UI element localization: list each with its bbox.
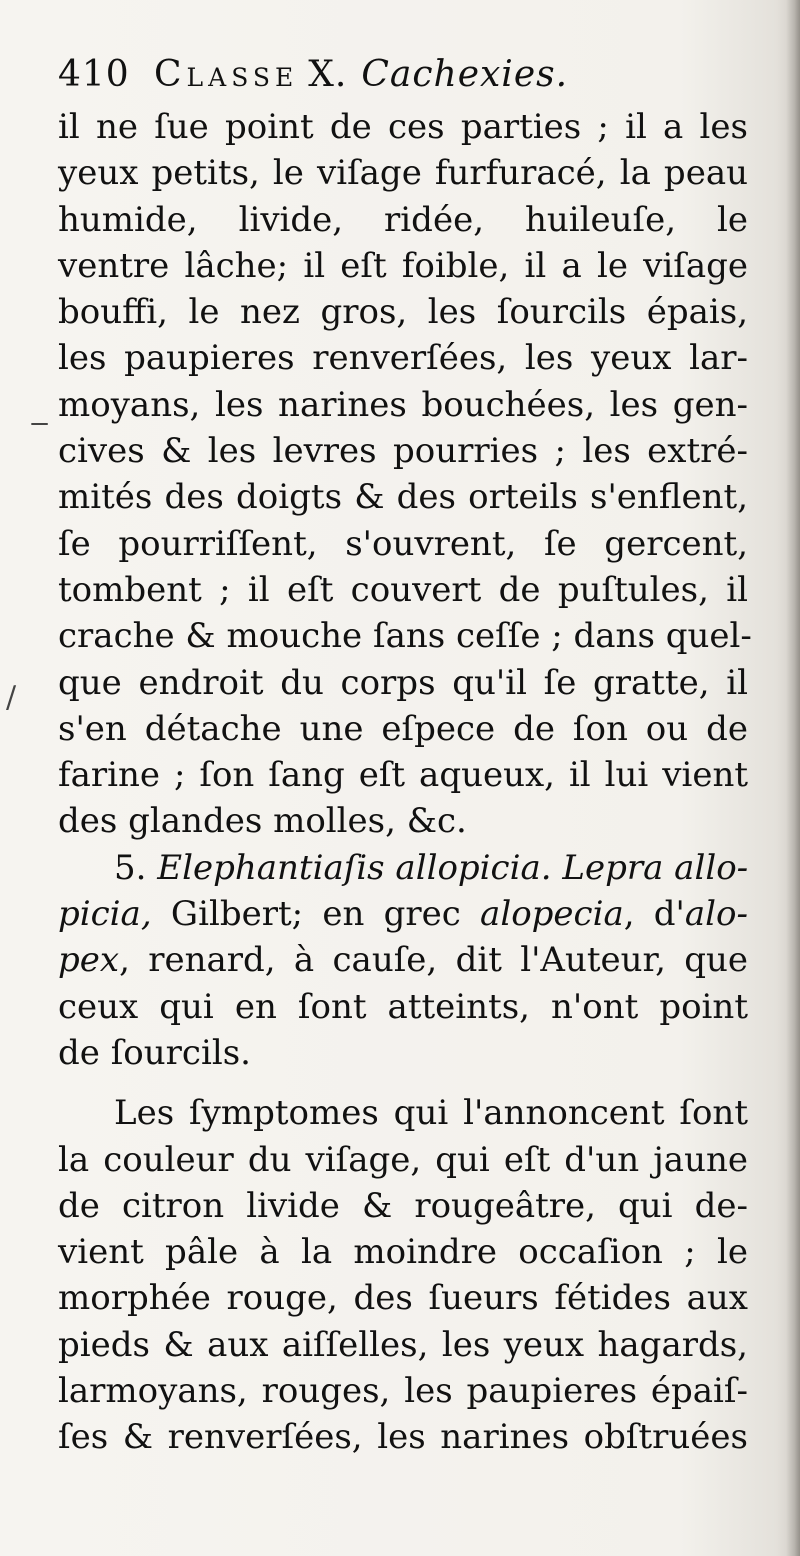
italic-term: picia, — [58, 894, 152, 935]
running-header — [58, 46, 748, 104]
text-line: mités des doigts & des orteils s'enflent, — [58, 477, 748, 518]
text-line: bouffi, le nez gros, les ſourcils épais, — [58, 292, 748, 333]
text-line: de ſourcils. — [58, 1032, 251, 1073]
italic-term: alo- — [684, 894, 749, 935]
margin-slash-mark: / — [6, 680, 17, 715]
entry-number: 5. — [114, 847, 147, 888]
text-line: que endroit du corps qu'il ſe gratte, il — [58, 662, 748, 703]
paragraph-gap — [58, 1076, 748, 1090]
text-line: crache & mouche ſans ceſſe ; dans quel- — [58, 616, 752, 657]
text-line: ventre lâche; il eſt foible, il a le viſage — [58, 245, 748, 286]
text-line: cives & les levres pourries ; les extré- — [58, 431, 748, 472]
text-line: pieds & aux aiſſelles, les yeux hagards, — [58, 1324, 748, 1365]
text-line: il ne ſue point de ces parties ; il a les — [58, 107, 748, 147]
text-line: ſes & renverſées, les narines obſtruées — [58, 1417, 748, 1458]
text-line: de citron livide & rougeâtre, qui de- — [58, 1185, 748, 1226]
disease-synonym: Lepra allo- — [562, 847, 749, 888]
text-line: tombent ; il eſt couvert de puſtules, il — [58, 569, 748, 610]
text-block — [58, 46, 752, 1461]
section-title: Cachexies. — [361, 54, 569, 95]
text-line — [58, 845, 748, 891]
text-line: yeux petits, le viſage furfuracé, la peau — [58, 153, 748, 194]
text-run: Gilbert; en grec — [170, 894, 461, 935]
text-line: ſe pourriſſent, s'ouvrent, ſe gercent, — [58, 523, 748, 564]
page-gutter-shadow — [786, 0, 800, 1556]
text-line: s'en détache une eſpece de ſon ou de — [58, 708, 748, 749]
paragraph-2 — [58, 845, 748, 1076]
class-number: X. — [308, 54, 348, 95]
text-line: moyans, les narines bouchées, les gen- — [58, 384, 748, 425]
italic-term: pex — [58, 940, 120, 981]
text-line — [58, 937, 748, 983]
text-line: farine ; ſon ſang eſt aqueux, il lui vient — [58, 755, 748, 796]
paragraph-1 — [58, 104, 752, 845]
disease-name: Elephantiaſis allopicia. — [157, 847, 552, 888]
page-number: 410 — [58, 54, 130, 95]
class-label: Classe — [154, 54, 299, 95]
text-line: vient pâle à la moindre occaſion ; le — [58, 1232, 748, 1273]
text-line: la couleur du viſage, qui eſt d'un jaune — [58, 1139, 748, 1180]
text-line — [58, 891, 748, 937]
text-line: humide, livide, ridée, huileuſe, le — [58, 199, 748, 240]
text-line: des glandes molles, &c. — [58, 801, 467, 842]
text-run: , renard, à cauſe, dit l'Auteur, que — [119, 940, 748, 981]
text-line: Les ſymptomes qui l'annoncent ſont — [114, 1093, 748, 1134]
text-line: larmoyans, rouges, les paupieres épaiſ- — [58, 1371, 748, 1412]
italic-term: alopecia — [480, 894, 624, 935]
paragraph-3 — [58, 1090, 748, 1460]
text-line: les paupieres renverſées, les yeux lar- — [58, 338, 748, 379]
margin-dash-mark: ‒ — [30, 405, 50, 440]
text-run: , d' — [623, 894, 685, 935]
text-line: morphée rouge, des ſueurs fétides aux — [58, 1278, 748, 1319]
text-line: ceux qui en ſont atteints, n'ont point — [58, 986, 748, 1027]
